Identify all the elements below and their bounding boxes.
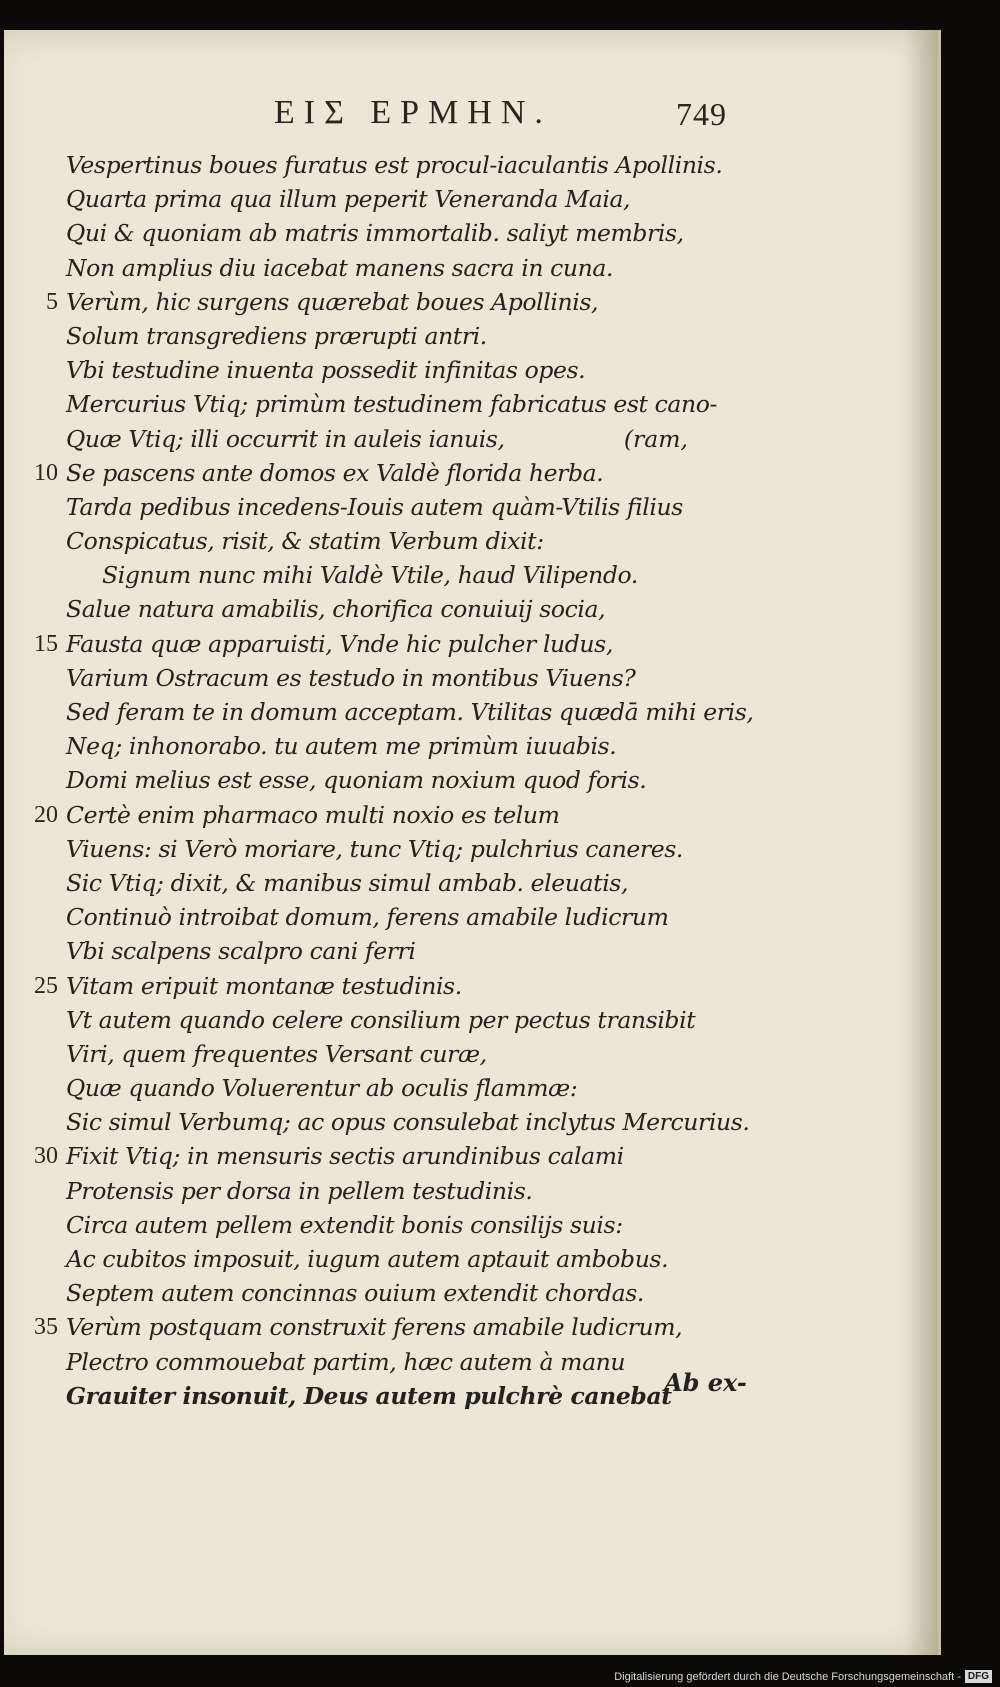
line-text: Vbi testudine inuenta possedit infinitas opes. xyxy=(66,356,586,385)
page-header xyxy=(4,94,938,144)
text-line xyxy=(4,285,938,319)
line-text: Qui & quoniam ab matris immortalib. saliyt membris, xyxy=(66,219,684,248)
line-text: Mercurius Vtiq; primùm testudinem fabricatus est cano- xyxy=(66,390,718,419)
text-line xyxy=(4,1276,938,1310)
text-line xyxy=(4,1379,938,1413)
dfg-logo-icon: DFG xyxy=(965,1670,992,1683)
text-line xyxy=(4,353,938,387)
text-line xyxy=(4,969,938,1003)
running-head: ΕΙΣ ΕΡΜΗΝ. xyxy=(274,94,552,131)
line-text: Viri, quem frequentes Versant curæ, xyxy=(66,1039,487,1068)
line-text: Protensis per dorsa in pellem testudinis. xyxy=(66,1176,533,1205)
text-line xyxy=(4,661,938,695)
text-line xyxy=(4,1037,938,1071)
line-text: Vespertinus boues furatus est procul-iaculantis Apollinis. xyxy=(66,151,723,179)
line-text: Conspicatus, risit, & statim Verbum dixit: xyxy=(66,527,544,556)
text-line xyxy=(4,1242,938,1276)
line-text: Continuò introibat domum, ferens amabile ludicrum xyxy=(66,903,669,932)
line-text: Fausta quæ apparuisti, Vnde hic pulcher ludus, xyxy=(66,629,613,658)
line-number: 25 xyxy=(34,972,58,999)
text-line xyxy=(4,695,938,729)
text-line xyxy=(4,1345,938,1379)
text-line xyxy=(4,1105,938,1139)
text-line xyxy=(4,490,938,524)
line-text: Septem autem concinnas ouium extendit chordas. xyxy=(66,1279,645,1308)
line-number: 30 xyxy=(34,1143,58,1170)
text-line xyxy=(4,729,938,763)
line-text: Salue natura amabilis, chorifica conuiuij socia, xyxy=(66,595,606,624)
line-number: 35 xyxy=(34,1314,58,1341)
line-text: Certè enim pharmaco multi noxio es telum xyxy=(66,800,560,829)
line-number: 10 xyxy=(34,459,58,486)
line-text: Neq; inhonorabo. tu autem me primùm iuuabis. xyxy=(66,732,617,761)
text-line xyxy=(4,900,938,934)
text-line xyxy=(4,763,938,797)
text-line xyxy=(4,387,938,421)
text-line xyxy=(4,592,938,626)
book-page xyxy=(4,30,941,1655)
line-text: Solum transgrediens prærupti antri. xyxy=(66,321,487,350)
line-number: 20 xyxy=(34,801,58,828)
text-line xyxy=(4,251,938,285)
text-line xyxy=(4,148,938,182)
line-text: Viuens: si Verò moriare, tunc Vtiq; pulchrius caneres. xyxy=(66,834,683,863)
line-text: Verùm postquam construxit ferens amabile ludicrum, xyxy=(66,1313,683,1342)
line-text: Quæ Vtiq; illi occurrit in auleis ianuis, xyxy=(66,424,505,453)
text-line xyxy=(4,456,938,490)
text-line xyxy=(4,216,938,250)
text-line xyxy=(4,866,938,900)
line-text: Ac cubitos imposuit, iugum autem aptauit ambobus. xyxy=(66,1245,669,1273)
line-text: Circa autem pellem extendit bonis consilijs suis: xyxy=(66,1210,623,1239)
digitization-credit xyxy=(614,1670,992,1683)
text-line xyxy=(4,558,938,592)
line-text: Tarda pedibus incedens-Iouis autem quàm-Vtilis filius xyxy=(66,492,683,521)
line-text: Sic simul Verbumq; ac opus consulebat inclytus Mercurius. xyxy=(66,1108,750,1137)
catchword: Ab ex- xyxy=(664,1368,747,1397)
line-text: Varium Ostracum es testudo in montibus Viuens? xyxy=(66,663,636,692)
line-text: Sic Vtiq; dixit, & manibus simul ambab. eleuatis, xyxy=(66,868,629,897)
line-text: Grauiter insonuit, Deus autem pulchrè canebat xyxy=(66,1381,672,1410)
text-line xyxy=(4,1174,938,1208)
line-text: Quæ quando Voluerentur ab oculis flammæ: xyxy=(66,1074,578,1103)
line-number: 15 xyxy=(34,630,58,657)
text-line xyxy=(4,1071,938,1105)
text-block xyxy=(4,148,938,1413)
text-line xyxy=(4,627,938,661)
text-line xyxy=(4,832,938,866)
line-text: Fixit Vtiq; in mensuris sectis arundinibus calami xyxy=(66,1142,624,1171)
line-text: Se pascens ante domos ex Valdè florida herba. xyxy=(66,458,604,487)
line-text: Domi melius est esse, quoniam noxium quod foris. xyxy=(66,766,647,795)
line-text: Quarta prima qua illum peperit Veneranda Maia, xyxy=(66,185,631,214)
text-line xyxy=(4,1003,938,1037)
text-line xyxy=(4,798,938,832)
text-line xyxy=(4,524,938,558)
text-line xyxy=(4,1139,938,1173)
text-line xyxy=(4,1208,938,1242)
text-line xyxy=(4,422,938,456)
credit-text: Digitalisierung gefördert durch die Deutsche Forschungsgemeinschaft - xyxy=(614,1670,961,1683)
line-text: Signum nunc mihi Valdè Vtile, haud Vilipendo. xyxy=(102,561,638,590)
text-line xyxy=(4,319,938,353)
text-line xyxy=(4,182,938,216)
line-tail-word: (ram, xyxy=(623,424,688,453)
text-line xyxy=(4,1310,938,1344)
line-text: Vitam eripuit montanæ testudinis. xyxy=(66,971,462,1000)
line-text: Sed feram te in domum acceptam. Vtilitas quædā mihi eris, xyxy=(66,698,754,726)
line-text: Plectro commouebat partim, hæc autem à manu xyxy=(66,1347,626,1376)
page-number: 749 xyxy=(676,96,727,132)
line-text: Vbi scalpens scalpro cani ferri xyxy=(66,937,416,966)
text-line xyxy=(4,934,938,968)
line-text: Verùm, hic surgens quærebat boues Apollinis, xyxy=(66,287,599,316)
line-text: Vt autem quando celere consilium per pectus transibit xyxy=(66,1005,696,1034)
line-text: Non amplius diu iacebat manens sacra in cuna. xyxy=(66,253,614,282)
line-number: 5 xyxy=(46,288,58,315)
